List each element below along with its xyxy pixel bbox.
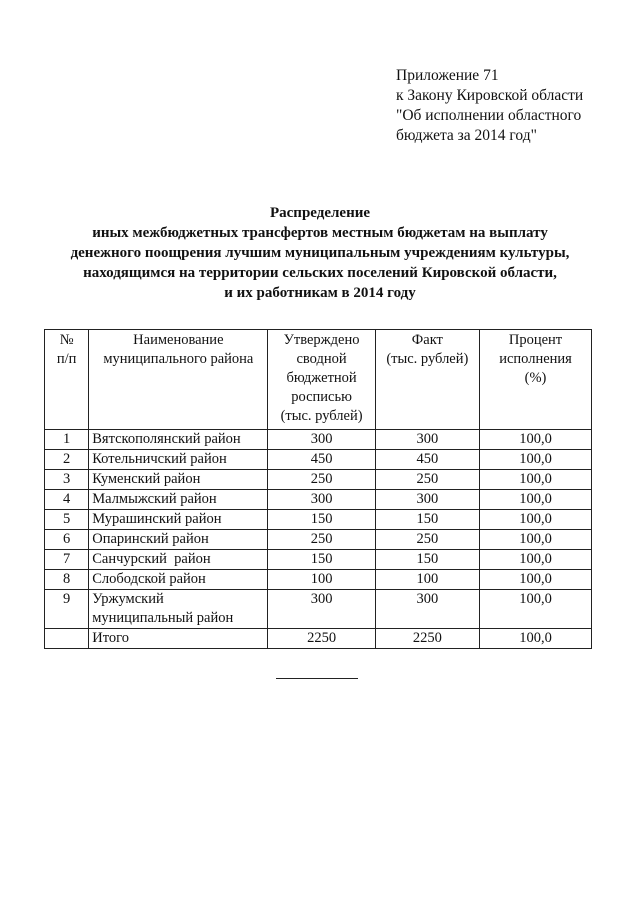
header-text: п/п xyxy=(56,351,77,367)
document-title xyxy=(0,203,640,303)
header-text: росписью xyxy=(291,389,352,405)
distribution-table xyxy=(44,329,592,649)
header-num xyxy=(45,330,89,430)
table-row xyxy=(45,530,592,550)
header-text: Наименование xyxy=(133,332,224,348)
closing-rule xyxy=(276,678,358,679)
row-district: Малмыжский район xyxy=(89,490,268,510)
row-fact: 150 xyxy=(375,510,479,530)
row-fact: 300 xyxy=(375,430,479,450)
row-district: Куменский район xyxy=(89,470,268,490)
row-percent: 100,0 xyxy=(480,490,592,510)
total-label: Итого xyxy=(89,629,268,649)
table-row xyxy=(45,550,592,570)
header-text: исполнения xyxy=(499,351,572,367)
row-percent: 100,0 xyxy=(480,550,592,570)
row-approved: 300 xyxy=(268,490,375,510)
row-percent: 100,0 xyxy=(480,590,592,629)
row-district: Вятскополянский район xyxy=(89,430,268,450)
row-district: Мурашинский район xyxy=(89,510,268,530)
row-num: 3 xyxy=(45,470,89,490)
row-fact: 250 xyxy=(375,530,479,550)
appendix-line: к Закону Кировской области xyxy=(396,87,584,104)
row-percent: 100,0 xyxy=(480,510,592,530)
row-fact: 150 xyxy=(375,550,479,570)
appendix-note xyxy=(396,66,583,146)
row-num: 1 xyxy=(45,430,89,450)
row-num: 5 xyxy=(45,510,89,530)
header-text: (%) xyxy=(524,370,547,386)
title-line: денежного поощрения лучшим муниципальным учреждениям культуры, xyxy=(70,245,570,261)
row-approved: 150 xyxy=(268,510,375,530)
title-line: находящимся на территории сельских поселений Кировской области, xyxy=(83,265,557,281)
total-approved: 2250 xyxy=(268,629,375,649)
title-line: и их работникам в 2014 году xyxy=(224,285,416,301)
table-row xyxy=(45,470,592,490)
header-text: (тыс. рублей) xyxy=(386,351,469,367)
appendix-line: "Об исполнении областного xyxy=(396,107,582,124)
total-fact: 2250 xyxy=(375,629,479,649)
header-fact xyxy=(375,330,479,430)
row-approved: 100 xyxy=(268,570,375,590)
row-district: Котельничский район xyxy=(89,450,268,470)
row-percent: 100,0 xyxy=(480,430,592,450)
row-district: Уржумский муниципальный район xyxy=(89,590,268,629)
header-approved xyxy=(268,330,375,430)
row-fact: 300 xyxy=(375,490,479,510)
header-text: Факт xyxy=(411,332,443,348)
row-approved: 250 xyxy=(268,470,375,490)
row-num: 6 xyxy=(45,530,89,550)
table-row xyxy=(45,570,592,590)
row-approved: 250 xyxy=(268,530,375,550)
header-text: муниципального района xyxy=(103,351,254,367)
row-num: 7 xyxy=(45,550,89,570)
table-row xyxy=(45,490,592,510)
total-num-empty xyxy=(45,629,89,649)
row-percent: 100,0 xyxy=(480,450,592,470)
row-fact: 450 xyxy=(375,450,479,470)
row-approved: 300 xyxy=(268,590,375,629)
row-num: 8 xyxy=(45,570,89,590)
title-line: Распределение xyxy=(269,205,371,221)
row-approved: 150 xyxy=(268,550,375,570)
table-row xyxy=(45,430,592,450)
header-text: бюджетной xyxy=(286,370,357,386)
table-row xyxy=(45,450,592,470)
header-percent xyxy=(480,330,592,430)
row-approved: 300 xyxy=(268,430,375,450)
total-row xyxy=(45,629,592,649)
header-name xyxy=(89,330,268,430)
appendix-line: бюджета за 2014 год" xyxy=(396,127,537,144)
header-text: Процент xyxy=(508,332,563,348)
row-district: Санчурский район xyxy=(89,550,268,570)
row-district: Слободской район xyxy=(89,570,268,590)
header-text: сводной xyxy=(296,351,347,367)
row-percent: 100,0 xyxy=(480,530,592,550)
row-district: Опаринский район xyxy=(89,530,268,550)
table-row xyxy=(45,510,592,530)
header-text: № xyxy=(59,332,74,348)
total-percent: 100,0 xyxy=(480,629,592,649)
table-row xyxy=(45,590,592,629)
row-num: 4 xyxy=(45,490,89,510)
row-percent: 100,0 xyxy=(480,570,592,590)
row-approved: 450 xyxy=(268,450,375,470)
row-percent: 100,0 xyxy=(480,470,592,490)
row-fact: 300 xyxy=(375,590,479,629)
header-row xyxy=(45,330,592,430)
header-text: (тыс. рублей) xyxy=(280,408,363,424)
title-line: иных межбюджетных трансфертов местным бюджетам на выплату xyxy=(92,225,548,241)
header-text: Утверждено xyxy=(283,332,360,348)
row-fact: 250 xyxy=(375,470,479,490)
row-num: 2 xyxy=(45,450,89,470)
row-num: 9 xyxy=(45,590,89,629)
row-fact: 100 xyxy=(375,570,479,590)
appendix-line: Приложение 71 xyxy=(396,67,499,84)
